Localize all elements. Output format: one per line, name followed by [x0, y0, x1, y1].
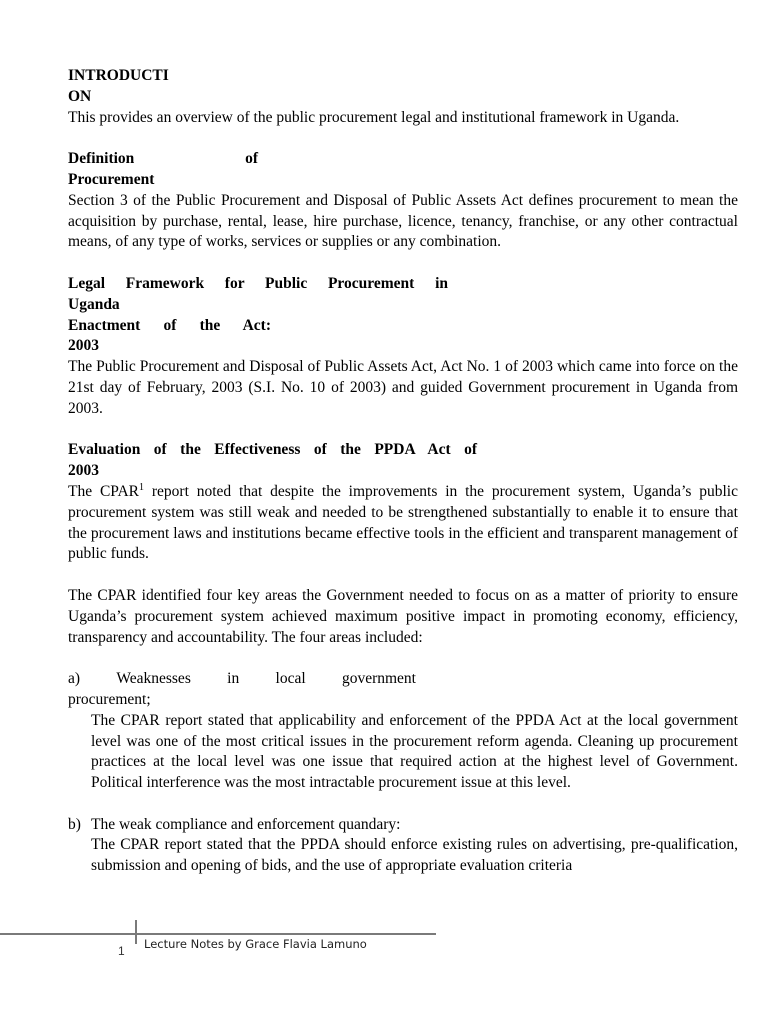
legal-heading-line2: Uganda: [68, 295, 120, 313]
definition-paragraph: Section 3 of the Public Procurement and Disposal of Public Assets Act defines procurement to mean the acquisition by purchase, rental, lease, hire purchase, licence, tenancy, franchise, or any other contractual means, of any type of works, services or supplies or any combination.: [68, 191, 738, 251]
spacer: [68, 128, 738, 149]
item-a-title-word: government: [341, 670, 416, 688]
item-a-title-row: [68, 669, 416, 690]
evaluation-heading-line2: 2003: [68, 462, 99, 480]
definition-heading-word2: of: [245, 150, 258, 168]
legal-heading-line1: Legal Framework for Public Procurement in: [68, 274, 448, 292]
spacer: [68, 420, 738, 441]
item-a-title-word: local: [275, 670, 306, 688]
item-a-label: a): [68, 670, 81, 688]
legal-heading: [68, 274, 448, 316]
item-a-body: The CPAR report stated that applicability and enforcement of the PPDA Act at the local government level was one of the most critical issues in the procurement reform agenda. Cleaning up procurement practices at the local level was one issue that required action at the highest level of Government. Political interference was the most intractable procurement issue at this level.: [91, 711, 738, 792]
item-b-label: b): [68, 815, 81, 833]
intro-heading-line1: INTRODUCTI: [68, 67, 169, 84]
enactment-heading: [68, 316, 271, 358]
definition-heading: [68, 149, 450, 191]
spacer: [68, 565, 738, 586]
item-b-body: The CPAR report stated that the PPDA should enforce existing rules on advertising, pre-qualification, submission and opening of bids, and the use of appropriate evaluation criteria: [91, 836, 738, 875]
item-a-title-line2: procurement;: [68, 690, 151, 708]
legal-paragraph: The Public Procurement and Disposal of Public Assets Act, Act No. 1 of 2003 which came into force on the 21st day of February, 2003 (S.I. No. 10 of 2003) and guided Government procurement in Uganda from 2003.: [68, 358, 738, 417]
evaluation-heading-line1: Evaluation of the Effectiveness of the PPDA Act of: [68, 441, 477, 459]
spacer: [68, 794, 738, 815]
evaluation-paragraph-2: The CPAR identified four key areas the Government needed to focus on as a matter of priority to ensure Uganda’s procurement system achieved maximum positive impact in promoting economy, efficiency, transparency and accountability. The four areas included:: [68, 586, 738, 646]
definition-heading-line2: Procurement: [68, 170, 155, 188]
footer-divider-tick: [135, 920, 137, 944]
definition-heading-row: [68, 149, 258, 170]
cpar-term: The CPAR: [68, 482, 140, 500]
spacer: [68, 253, 738, 274]
definition-heading-word1: Definition: [68, 150, 135, 168]
spacer: [68, 648, 738, 669]
list-item-b: [68, 815, 738, 877]
item-a-title-word: Weaknesses: [116, 670, 191, 688]
intro-heading-line2: ON: [68, 87, 92, 105]
item-a-title-word: in: [227, 670, 240, 688]
intro-paragraph: This provides an overview of the public procurement legal and institutional framework in Uganda.: [68, 108, 680, 126]
footer-divider: [0, 933, 436, 935]
evaluation-paragraph-1-text: report noted that despite the improvements in the procurement system, Uganda’s public procurement system was still weak and needed to be strengthened substantially to enable it to ensure that the procurement laws and institutions became effective tools in the efficient and transparent management of public funds.: [68, 482, 738, 563]
item-b-title: The weak compliance and enforcement quandary:: [91, 815, 401, 833]
list-item-a: [68, 669, 738, 794]
evaluation-paragraph-1: [68, 482, 738, 565]
enactment-heading-line1: Enactment of the Act:: [68, 316, 271, 334]
document-body: [68, 66, 738, 877]
footer-text: Lecture Notes by Grace Flavia Lamuno: [144, 937, 367, 951]
footnote-reference[interactable]: 1: [139, 481, 145, 493]
intro-heading: [68, 66, 738, 108]
page-number: 1: [118, 944, 125, 958]
evaluation-heading: [68, 440, 477, 482]
item-b-title-row: [68, 815, 738, 836]
enactment-heading-line2: 2003: [68, 337, 99, 355]
